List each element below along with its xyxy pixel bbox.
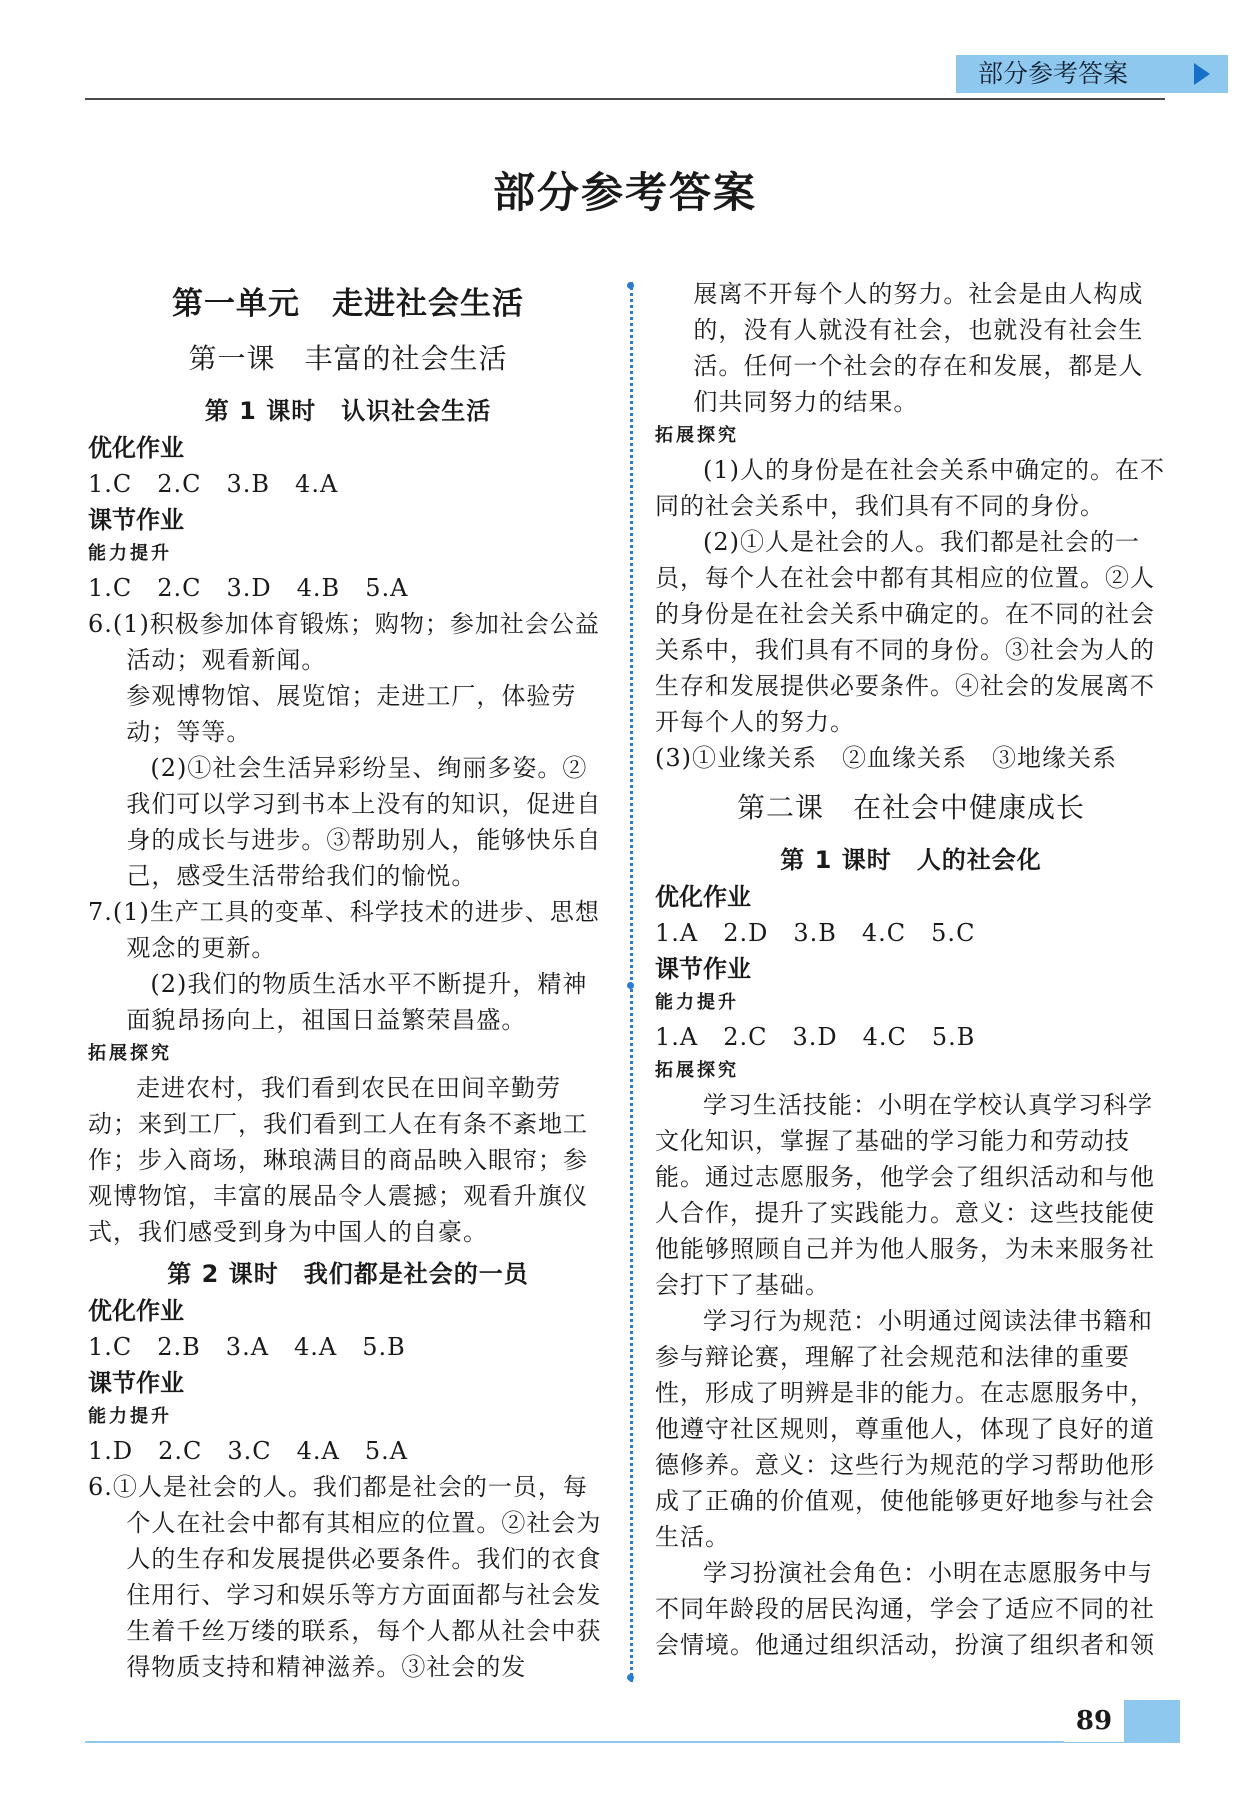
header-tab-label: 部分参考答案 [978, 59, 1129, 88]
left-column [88, 270, 608, 1685]
column-divider [630, 282, 633, 1682]
subsection-heading: 拓展探究 [88, 1043, 172, 1064]
page-number-box [1064, 1700, 1180, 1742]
period-title: 第 2 课时 我们都是社会的一员 [167, 1260, 529, 1288]
section-heading: 优化作业 [88, 434, 184, 462]
page-title: 部分参考答案 [492, 168, 757, 217]
answer-line: 1.C 2.C 3.B 4.A [88, 470, 339, 498]
answer-paragraph: 学习生活技能：小明在学校认真学习科学文化知识，掌握了基础的学习能力和劳动技能。通过志愿服务，他学会了组织活动和与他人合作，提升了实践能力。意义：这些技能使他能够照顾自己并为他人服务，为未来服务社会打下了基础。 [655, 1091, 1155, 1299]
subsection-heading: 能力提升 [88, 1406, 172, 1427]
answer-paragraph: (2)①人是社会的人。我们都是社会的一员，每个人在社会中都有其相应的位置。②人的身份是在社会关系中确定的。在不同的社会关系中，我们具有不同的身份。③社会为人的生存和发展提供必要条件。④社会的发展离不开每个人的努力。 [655, 528, 1155, 736]
answer-paragraph: (2)①社会生活异彩纷呈、绚丽多姿。②我们可以学习到书本上没有的知识，促进自身的成长与进步。③帮助别人，能够快乐自己，感受生活带给我们的愉悦。 [126, 754, 602, 890]
answer-paragraph: 参观博物馆、展览馆；走进工厂，体验劳动；等等。 [126, 682, 577, 746]
answer-paragraph: (1)人的身份是在社会关系中确定的。在不同的社会关系中，我们具有不同的身份。 [655, 456, 1165, 520]
period-title: 第 1 课时 人的社会化 [780, 846, 1042, 874]
section-heading: 课节作业 [88, 1369, 184, 1397]
subsection-heading: 拓展探究 [655, 1060, 739, 1081]
answer-line: 1.D 2.C 3.C 4.A 5.A [88, 1437, 409, 1465]
section-heading: 优化作业 [655, 883, 751, 911]
answer-paragraph: 学习扮演社会角色：小明在志愿服务中与不同年龄段的居民沟通，学会了适应不同的社会情境。他通过组织活动，扮演了组织者和领 [655, 1559, 1155, 1659]
answer-paragraph: 6.(1)积极参加体育锻炼；购物；参加社会公益活动；观看新闻。 [88, 610, 600, 674]
subsection-heading: 能力提升 [88, 543, 172, 564]
divider-dot [627, 1674, 634, 1681]
answer-line: (3)①业缘关系 ②血缘关系 ③地缘关系 [655, 744, 1117, 772]
answer-line: 1.A 2.C 3.D 4.C 5.B [655, 1023, 976, 1051]
unit-title: 第一单元 走进社会生活 [172, 286, 524, 322]
section-heading: 课节作业 [88, 506, 184, 534]
answer-line: 1.C 2.C 3.D 4.B 5.A [88, 574, 409, 602]
divider-dot [627, 282, 634, 289]
header-section-tab [956, 55, 1228, 93]
answer-paragraph: 走进农村，我们看到农民在田间辛勤劳动；来到工厂，我们看到工人在有条不紊地工作；步入商场，琳琅满目的商品映入眼帘；参观博物馆，丰富的展品令人震撼；观看升旗仪式，我们感受到身为中国人的自豪。 [88, 1074, 588, 1246]
section-heading: 优化作业 [88, 1297, 184, 1325]
triangle-arrow-icon [1194, 63, 1210, 85]
answer-paragraph: (2)我们的物质生活水平不断提升，精神面貌昂扬向上，祖国日益繁荣昌盛。 [126, 970, 588, 1034]
divider-dot [627, 982, 634, 989]
answer-paragraph: 6.①人是社会的人。我们都是社会的一员，每个人在社会中都有其相应的位置。②社会为人的生存和发展提供必要条件。我们的衣食住用行、学习和娱乐等方方面面都与社会发生着千丝万缕的联系，每个人都从社会中获得物质支持和精神滋养。③社会的发 [88, 1473, 602, 1681]
answer-paragraph: 学习行为规范：小明通过阅读法律书籍和参与辩论赛，理解了社会规范和法律的重要性，形成了明辨是非的能力。在志愿服务中，他遵守社区规则，尊重他人，体现了良好的道德修养。意义：这些行为规范的学习帮助他形成了正确的价值观，使他能够更好地参与社会生活。 [655, 1307, 1155, 1551]
lesson-title: 第二课 在社会中健康成长 [736, 791, 1085, 824]
answer-paragraph: 7.(1)生产工具的变革、科学技术的进步、思想观念的更新。 [88, 898, 600, 962]
answer-line: 1.C 2.B 3.A 4.A 5.B [88, 1333, 406, 1361]
footer-rule [85, 1741, 1180, 1743]
lesson-title: 第一课 丰富的社会生活 [188, 342, 508, 375]
section-heading: 课节作业 [655, 955, 751, 983]
right-column [655, 276, 1167, 1663]
subsection-heading: 拓展探究 [655, 425, 739, 446]
header-rule [85, 98, 1165, 100]
subsection-heading: 能力提升 [655, 992, 739, 1013]
period-title: 第 1 课时 认识社会生活 [204, 397, 492, 425]
answer-paragraph: 展离不开每个人的努力。社会是由人构成的，没有人就没有社会，也就没有社会生活。任何一个社会的存在和发展，都是人们共同努力的结果。 [693, 280, 1144, 416]
page-number: 89 [1064, 1700, 1124, 1742]
answer-line: 1.A 2.D 3.B 4.C 5.C [655, 919, 976, 947]
